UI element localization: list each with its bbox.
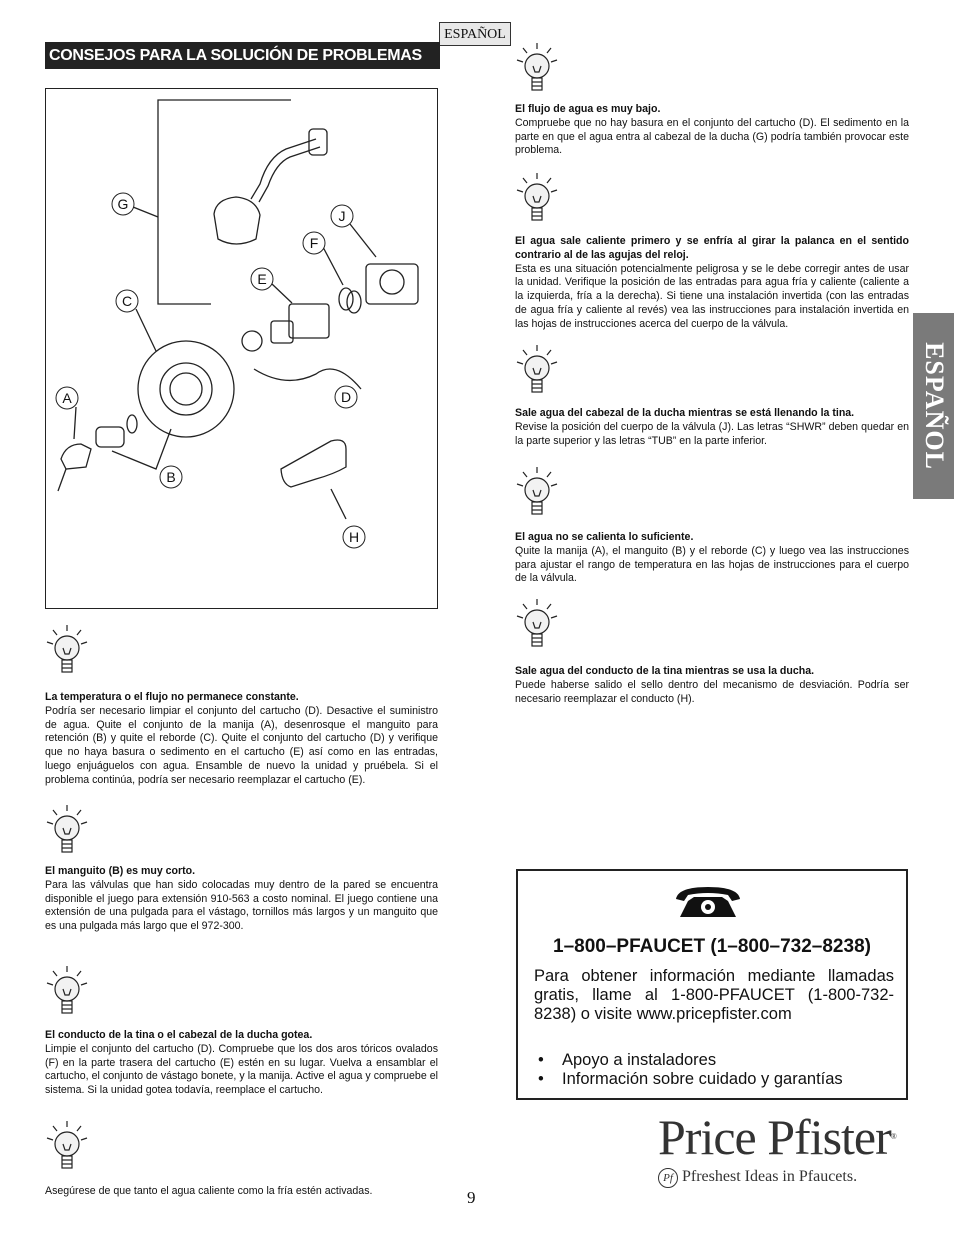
tip-heading: Sale agua del conducto de la tina mientras se usa la ducha. <box>515 665 815 677</box>
telephone-icon <box>674 885 742 921</box>
light-bulb-icon <box>45 624 89 678</box>
logo-brand-name: Price Pfister <box>658 1109 891 1165</box>
phone-number-title: 1–800–PFAUCET (1–800–732–8238) <box>553 936 871 957</box>
label-e <box>251 268 273 290</box>
price-pfister-logo: Price Pfister® Pf Pfreshest Ideas in Pfaucets. <box>658 1108 910 1188</box>
label-c <box>116 290 138 312</box>
list-item: • Información sobre cuidado y garantías <box>538 1070 843 1089</box>
tip-heading: El manguito (B) es muy corto. <box>45 865 196 877</box>
light-bulb-icon <box>45 804 89 858</box>
label-h <box>343 526 365 548</box>
exploded-parts-diagram <box>45 88 438 609</box>
tip-heading: El agua no se calienta lo suficiente. <box>515 531 694 543</box>
logo-tagline: Pfreshest Ideas in Pfaucets. <box>682 1168 858 1185</box>
svg-text:H: H <box>348 529 360 545</box>
svg-text:D: D <box>340 389 352 405</box>
tip-body: Revise la posición del cuerpo de la válvula (J). Las letras “SHWR” deben quedar en la parte superior y las letras “TUB” en la parte inferior. <box>515 420 909 447</box>
light-bulb-icon <box>515 42 559 96</box>
label-j <box>331 205 353 227</box>
tip-body: Para las válvulas que han sido colocadas muy dentro de la pared se encuentra disponible el juego para extensión 910-563 a costo nominal. El juego contiene una extensión de una pulgada para el vástago, tornillos más largos y un manguito que es una pulgada más largo que el 972-300. <box>45 878 438 933</box>
tip-left-1 <box>45 624 438 788</box>
tip-body: Asegúrese de que tanto el agua caliente como la fría estén activadas. <box>45 1185 373 1197</box>
side-tab-label: ESPAÑOL <box>919 342 949 470</box>
svg-text:G: G <box>117 196 129 212</box>
svg-text:A: A <box>62 390 72 406</box>
language-side-tab <box>913 313 954 499</box>
light-bulb-icon <box>515 466 559 520</box>
tip-body: Quite la manija (A), el manguito (B) y el reborde (C) y luego vea las instrucciones para ajustar el rango de temperatura en las hojas de instrucciones para el cuerpo de la válvula. <box>515 544 909 585</box>
tip-body: Limpie el conjunto del cartucho (D). Compruebe que los dos aros tóricos ovalados (F) en la parte trasera del cartucho (E) estén en su lugar. Vuelva a ensamblar el cartucho, el conjunto de vástago bonete, y la manija. Active el agua y compruebe el sistema. Si la unidad gotea todavía, reemplace el cartucho. <box>45 1042 438 1097</box>
contact-info-text: Para obtener información mediante llamadas gratis, llame al 1-800-PFAUCET (1-800-732-8238) o visite www.pricepfister.com <box>534 967 894 1023</box>
tip-right-4 <box>515 466 909 586</box>
light-bulb-icon <box>45 1120 89 1174</box>
tip-body: Puede haberse salido el sello dentro del mecanismo de desviación. Podría ser necesario reemplazar el conducto (H). <box>515 678 909 705</box>
tip-left-2 <box>45 804 438 934</box>
light-bulb-icon <box>515 172 559 226</box>
tip-heading: El flujo de agua es muy bajo. <box>515 103 661 115</box>
tip-right-5 <box>515 598 909 706</box>
tip-left-3 <box>45 965 438 1098</box>
diagram-illustration <box>46 89 437 608</box>
tip-heading: El agua sale caliente primero y se enfría al girar la palanca en el sentido contrario al de las agujas del reloj. <box>515 235 909 261</box>
tip-body: Compruebe que no hay basura en el conjunto del cartucho (D). El sedimento en la parte en que el agua entra al cabezal de la ducha (G) podría también provocar este problema. <box>515 116 909 157</box>
tip-left-4 <box>45 1120 438 1199</box>
tip-body: Podría ser necesario limpiar el conjunto del cartucho (D). Desactive el suministro de agua. Quite el conjunto de la manija (A), desenrosque el manguito para retención (B) y quite el reborde (C). Quite el conjunto del cartucho (D) y verifique que no haya basura o sedimento en el cartucho (E) así como en las entradas, luego enjuáguelos con agua. Ensamble de nuevo la unidad y pruébela. Si el problema continúa, podría ser necesario reemplazar el cartucho (E). <box>45 704 438 786</box>
light-bulb-icon <box>515 598 559 652</box>
label-d <box>335 386 357 408</box>
label-a <box>56 387 78 409</box>
contact-bullet-list <box>538 1051 843 1089</box>
label-g <box>112 193 134 215</box>
tip-right-1 <box>515 42 909 158</box>
tip-right-2 <box>515 172 909 332</box>
svg-text:F: F <box>309 235 319 251</box>
label-b <box>160 466 182 488</box>
light-bulb-icon <box>515 344 559 398</box>
tip-heading: El conducto de la tina o el cabezal de la ducha gotea. <box>45 1029 313 1041</box>
tip-heading: Sale agua del cabezal de la ducha mientras se está llenando la tina. <box>515 407 855 419</box>
page-number: 9 <box>467 1188 476 1207</box>
svg-text:C: C <box>121 293 133 309</box>
language-tag: ESPAÑOL <box>439 22 511 46</box>
svg-text:B: B <box>166 469 176 485</box>
label-f <box>303 232 325 254</box>
list-item: • Apoyo a instaladores <box>538 1051 843 1070</box>
light-bulb-icon <box>45 965 89 1019</box>
svg-text:J: J <box>338 208 346 224</box>
logo-pf-mark: Pf <box>658 1168 678 1188</box>
tip-body: Esta es una situación potencialmente peligrosa y se le debe corregir antes de usar la unidad. Verifique la posición de las entradas para agua fría y caliente (caliente a la izquierda, fría a la derecha). Si tiene una instalación invertida (con las entradas de agua fría y caliente al revés) vea las instrucciones para instalación invertida en las hojas de instrucciones acerca del cuerpo de la válvula. <box>515 262 909 330</box>
tip-right-3 <box>515 344 909 448</box>
section-title: CONSEJOS PARA LA SOLUCIÓN DE PROBLEMAS <box>45 42 440 69</box>
svg-text:E: E <box>257 271 267 287</box>
contact-box <box>516 869 908 1100</box>
tip-heading: La temperatura o el flujo no permanece constante. <box>45 691 299 703</box>
